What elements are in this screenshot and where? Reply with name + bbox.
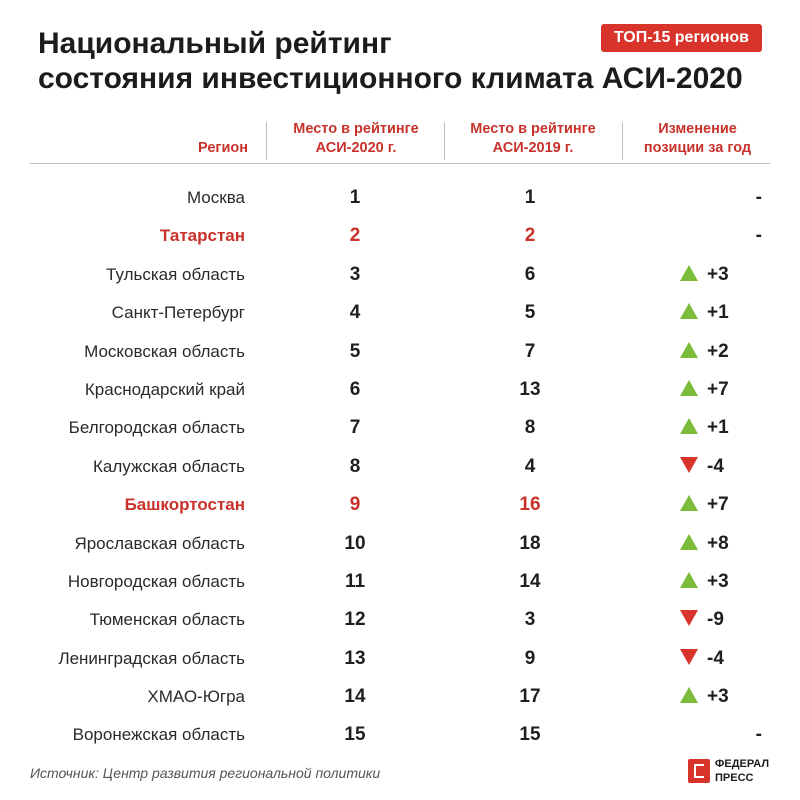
rank-2020: 4 — [349, 302, 361, 324]
region-name: Краснодарский край — [84, 379, 245, 399]
change-value: +3 — [707, 686, 729, 708]
ranking-table — [0, 179, 800, 755]
region-name: Воронежская область — [72, 725, 245, 745]
region-name: ХМАО-Югра — [147, 687, 245, 707]
header-change-line-2: позиции за год — [643, 140, 752, 156]
change-value: +7 — [707, 494, 729, 516]
rank-2019: 18 — [519, 532, 541, 554]
position-change — [680, 256, 770, 294]
position-change — [680, 179, 770, 217]
header-rank-2019-line-2: АСИ-2019 г. — [492, 140, 574, 156]
change-value: +1 — [707, 417, 729, 439]
source-note: Источник: Центр развития региональной политики — [30, 765, 381, 781]
rank-2019: 15 — [519, 724, 541, 746]
rank-2020: 10 — [344, 532, 366, 554]
region-name: Тюменская область — [89, 610, 245, 630]
table-row — [0, 371, 800, 409]
change-value: +8 — [707, 532, 729, 554]
arrow-up-icon — [680, 687, 698, 703]
rank-2019: 3 — [524, 609, 536, 631]
rank-2020: 7 — [349, 417, 361, 439]
header-divider — [622, 122, 623, 160]
arrow-down-icon — [680, 610, 698, 626]
arrow-up-icon — [680, 534, 698, 550]
header-divider — [444, 122, 445, 160]
table-row — [0, 294, 800, 332]
arrow-up-icon — [680, 342, 698, 358]
change-value: - — [755, 225, 762, 247]
change-value: -9 — [707, 609, 724, 631]
rank-2019: 14 — [519, 570, 541, 592]
rank-2019: 13 — [519, 378, 541, 400]
rank-2020: 12 — [344, 609, 366, 631]
position-change — [680, 371, 770, 409]
rank-2020: 11 — [344, 570, 366, 592]
header-divider — [266, 122, 267, 160]
region-name: Калужская область — [93, 456, 245, 476]
title-line-1: Национальный рейтинг — [38, 27, 392, 60]
fedpress-logo — [688, 755, 772, 789]
rank-2019: 9 — [524, 647, 536, 669]
table-row — [0, 716, 800, 754]
table-row — [0, 409, 800, 447]
rank-2020: 8 — [349, 455, 361, 477]
arrow-up-icon — [680, 572, 698, 588]
region-name: Татарстан — [159, 226, 245, 246]
fedpress-logo-icon — [688, 759, 710, 783]
table-row — [0, 179, 800, 217]
arrow-up-icon — [680, 495, 698, 511]
position-change — [680, 333, 770, 371]
table-row — [0, 256, 800, 294]
top15-badge: ТОП-15 регионов — [601, 24, 762, 52]
table-row — [0, 486, 800, 524]
header-change — [625, 120, 770, 158]
change-value: - — [755, 187, 762, 208]
table-row — [0, 525, 800, 563]
change-value: +2 — [707, 340, 729, 362]
position-change — [680, 486, 770, 524]
rank-2019: 1 — [524, 187, 536, 208]
change-value: +3 — [707, 263, 729, 285]
arrow-up-icon — [680, 418, 698, 434]
logo-line-2: ПРЕСС — [715, 772, 754, 784]
arrow-up-icon — [680, 380, 698, 396]
position-change — [680, 409, 770, 447]
arrow-up-icon — [680, 265, 698, 281]
region-name: Тульская область — [106, 264, 245, 284]
rank-2019: 6 — [524, 263, 536, 285]
rank-2019: 7 — [524, 340, 536, 362]
table-row — [0, 333, 800, 371]
rank-2019: 17 — [519, 686, 541, 708]
change-value: - — [755, 724, 762, 746]
table-row — [0, 678, 800, 716]
arrow-down-icon — [680, 457, 698, 473]
change-value: +1 — [707, 302, 729, 324]
logo-line-1: ФЕДЕРАЛ — [715, 758, 770, 770]
arrow-up-icon — [680, 303, 698, 319]
position-change — [680, 716, 770, 754]
rank-2019: 16 — [519, 494, 541, 516]
table-row — [0, 601, 800, 639]
rank-2020: 3 — [349, 263, 361, 285]
table-row — [0, 640, 800, 678]
header-change-line-1: Изменение — [658, 121, 737, 137]
header-rank-2020-line-1: Место в рейтинге — [293, 121, 419, 137]
position-change — [680, 525, 770, 563]
rank-2020: 9 — [349, 494, 361, 516]
region-name: Ленинградская область — [58, 648, 245, 668]
region-name: Новгородская область — [67, 571, 245, 591]
region-name: Санкт-Петербург — [111, 303, 245, 323]
title-line-2: состояния инвестиционного климата АСИ-2020 — [38, 62, 743, 95]
table-row — [0, 563, 800, 601]
header-rule — [30, 163, 770, 164]
rank-2020: 14 — [344, 686, 366, 708]
region-name: Москва — [186, 188, 245, 207]
change-value: +3 — [707, 570, 729, 592]
header-region: Регион — [198, 140, 248, 156]
region-name: Белгородская область — [68, 418, 245, 438]
header-rank-2020 — [267, 120, 445, 158]
fedpress-logo-text — [715, 757, 769, 785]
rank-2020: 5 — [349, 340, 361, 362]
rank-2019: 2 — [524, 225, 536, 247]
rank-2019: 4 — [524, 455, 536, 477]
table-row — [0, 217, 800, 255]
rank-2020: 13 — [344, 647, 366, 669]
arrow-down-icon — [680, 649, 698, 665]
change-value: -4 — [707, 647, 724, 669]
position-change — [680, 563, 770, 601]
rank-2019: 8 — [524, 417, 536, 439]
position-change — [680, 640, 770, 678]
rank-2020: 2 — [349, 225, 361, 247]
header-rank-2019 — [445, 120, 621, 158]
header-rank-2020-line-2: АСИ-2020 г. — [315, 140, 397, 156]
table-row — [0, 448, 800, 486]
header-rank-2019-line-1: Место в рейтинге — [470, 121, 596, 137]
position-change — [680, 678, 770, 716]
position-change — [680, 601, 770, 639]
rank-2020: 15 — [344, 724, 366, 746]
position-change — [680, 448, 770, 486]
change-value: -4 — [707, 455, 724, 477]
position-change — [680, 217, 770, 255]
rank-2019: 5 — [524, 302, 536, 324]
region-name: Ярославская область — [74, 533, 245, 553]
rank-2020: 1 — [349, 187, 361, 208]
region-name: Башкортостан — [124, 495, 245, 515]
region-name: Московская область — [84, 341, 245, 361]
rank-2020: 6 — [349, 378, 361, 400]
change-value: +7 — [707, 378, 729, 400]
position-change — [680, 294, 770, 332]
